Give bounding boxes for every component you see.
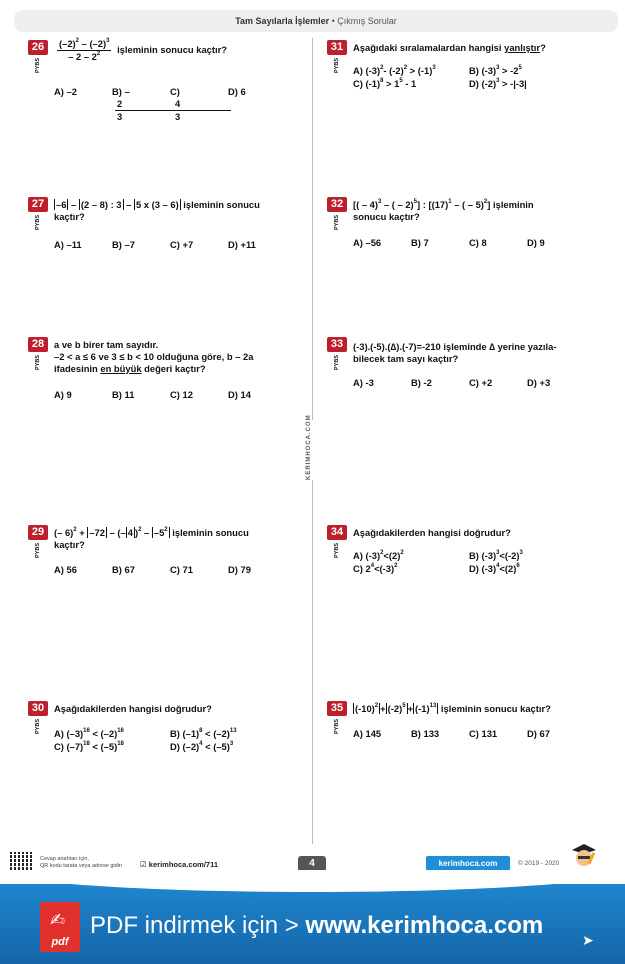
page-number: 4 [298, 856, 326, 872]
pybs-tag: PYBS [334, 58, 340, 73]
option-b[interactable]: B) 11 [112, 389, 135, 400]
question-number: 34 [327, 525, 347, 540]
option-a[interactable]: A) -3 [353, 377, 374, 388]
qr-instructions: Cevap anahtarı için, QR kodu tarata veya adrese gidin [40, 856, 122, 869]
option-c[interactable]: C) $(-1)^8 > 1^5 - 1$ [353, 78, 417, 89]
option-a[interactable]: A) 9 [54, 389, 72, 400]
option-b[interactable]: B) 67 [112, 564, 135, 575]
question-number: 35 [327, 701, 347, 716]
header-separator: • [329, 16, 338, 26]
option-b[interactable]: B) $(-3)^3 > -2^5$ [469, 65, 522, 76]
option-b[interactable]: B) 7 [411, 237, 429, 248]
option-a[interactable]: A) 145 [353, 728, 382, 739]
question-30 [28, 701, 318, 761]
option-c[interactable]: C) +7 [170, 239, 194, 250]
option-b[interactable]: B) $(-1)^8 < (-2)^{13}$ [170, 728, 237, 739]
answer-options [353, 550, 593, 575]
pdf-icon: ✍ pdf [40, 902, 80, 952]
question-stem: $\frac{(-2)^2 - (-2)^3}{- 2 - 2^2}$ işleminin sonucu kaçtır? [59, 38, 228, 62]
option-c[interactable]: C) $2^4<(-3)^2$ [353, 563, 398, 574]
vertical-brand: KERİMHOCA.COM [306, 420, 320, 480]
option-b[interactable]: B) -2 [411, 377, 432, 388]
option-a[interactable]: A) –11 [54, 239, 82, 250]
answer-options [54, 86, 286, 123]
answer-options [353, 377, 585, 389]
question-number: 29 [28, 525, 48, 540]
pybs-tag: PYBS [334, 543, 340, 558]
option-d[interactable]: D) 67 [527, 728, 550, 739]
option-c[interactable]: C) 8 [469, 237, 487, 248]
question-stem: Aşağıdakilerden hangisi doğrudur? [353, 527, 511, 538]
option-c[interactable]: C) 12 [170, 389, 193, 400]
option-c[interactable]: C) 131 [469, 728, 498, 739]
option-b[interactable]: B) $-\frac{2}{3}$ [112, 86, 170, 123]
pybs-tag: PYBS [35, 215, 41, 230]
answer-options [353, 237, 585, 249]
option-d[interactable]: D) 79 [228, 564, 251, 575]
option-c[interactable]: C) 71 [170, 564, 193, 575]
pybs-tag: PYBS [334, 355, 340, 370]
header-title: Tam Sayılarla İşlemler [235, 16, 330, 26]
pybs-tag: PYBS [35, 355, 41, 370]
fraction: $\frac{(-2)^2 - (-2)^3}{- 2 - 2^2}$ [59, 38, 110, 62]
question-stem: a ve b birer tam sayıdır. –2 < a ≤ 6 ve 3 ≤ b < 10 olduğuna göre, b – 2a ifadesinin en büyük değeri kaçtır? [54, 339, 254, 374]
option-a[interactable]: A) –56 [353, 237, 382, 248]
question-stem: (-3).(-5).(∆).(-7)=-210 işleminde ∆ yerine yazıla- bilecek tam sayı kaçtır? [353, 341, 557, 364]
question-number: 33 [327, 337, 347, 352]
option-a[interactable]: A) 56 [54, 564, 77, 575]
option-d[interactable]: D) 6 [228, 86, 246, 97]
option-a[interactable]: A) $(-3)^{16} < (-2)^{16}$ [54, 728, 124, 739]
download-banner[interactable] [0, 884, 625, 964]
option-c[interactable]: $C)\frac{4}{3}$ [170, 86, 228, 123]
question-stem: (– 6)$^2$ + –72 – (– 4 )$^2 - -5^2$ işleminin sonucu kaçtır? [54, 527, 249, 550]
banner-text[interactable]: PDF indirmek için > www.kerimhoca.com [90, 912, 544, 939]
option-d[interactable]: D) $(-2)^4 < (-5)^3$ [170, 741, 234, 752]
option-a[interactable]: A) –2 [54, 86, 77, 97]
pybs-tag: PYBS [334, 215, 340, 230]
option-d[interactable]: D) 14 [228, 389, 251, 400]
question-33 [327, 337, 617, 397]
question-stem: –6 – (2 – 8) : 3 – 5 x (3 – 6) işleminin sonucu kaçtır? [54, 199, 260, 222]
option-a[interactable]: A) $(-3)^2<(2)^2$ [353, 550, 404, 561]
question-28 [28, 337, 318, 407]
pybs-tag: PYBS [35, 719, 41, 734]
option-d[interactable]: D) +3 [527, 377, 551, 388]
answer-key-link[interactable]: ☑ kerimhoca.com/711 [140, 860, 219, 869]
option-b[interactable]: B) 133 [411, 728, 440, 739]
answer-options [54, 389, 286, 401]
question-stem: $(-10)^2 + (-2)^5 + (-1)^{13}$ işleminin sonucu kaçtır? [355, 703, 551, 714]
question-stem: Aşağıdaki sıralamalardan hangisi yanlıştır? [353, 42, 546, 53]
option-c[interactable]: C) +2 [469, 377, 493, 388]
pybs-tag: PYBS [35, 543, 41, 558]
footer-brand-link[interactable]: kerimhoca.com [426, 856, 510, 872]
question-32 [327, 197, 617, 267]
question-31 [327, 40, 617, 100]
answer-options [353, 728, 585, 740]
option-a[interactable]: A) $(-3)^2-$ $(-2)^2 > (-1)^3$ [353, 65, 436, 76]
question-number: 32 [327, 197, 347, 212]
option-b[interactable]: B) –7 [112, 239, 135, 250]
question-number: 27 [28, 197, 48, 212]
option-d[interactable]: D) +11 [228, 239, 256, 250]
question-number: 28 [28, 337, 48, 352]
answer-options [54, 728, 294, 753]
option-c[interactable]: C) $(-7)^{18} < (-5)^{18}$ [54, 741, 124, 752]
question-number: 31 [327, 40, 347, 55]
option-b[interactable]: B) $(-3)^3<(-2)^3$ [469, 550, 523, 561]
question-number: 30 [28, 701, 48, 716]
question-34 [327, 525, 617, 585]
pybs-tag: PYBS [35, 58, 41, 73]
cursor-icon: ➤ [582, 932, 594, 948]
question-35 [327, 701, 617, 751]
copyright: © 2019 - 2020 [518, 860, 560, 867]
answer-options [54, 239, 286, 251]
question-stem: [( – 4)$^3$ – ( – 2)$^5$] : [$(17)^1$ – ( – 5)$^2$] işleminin sonucu kaçtır? [353, 199, 534, 222]
option-d[interactable]: D) $(-3)^4<(2)^6$ [469, 563, 520, 574]
answer-options [54, 564, 286, 576]
question-26 [28, 40, 318, 140]
question-number: 26 [28, 40, 48, 55]
answer-options [353, 65, 593, 90]
question-27 [28, 197, 318, 267]
option-d[interactable]: D) 9 [527, 237, 545, 248]
page-header [14, 10, 618, 32]
header-subtitle: Çıkmış Sorular [337, 16, 397, 26]
pybs-tag: PYBS [334, 719, 340, 734]
question-stem: Aşağıdakilerden hangisi doğrudur? [54, 703, 212, 714]
question-29 [28, 525, 318, 585]
option-d[interactable]: D) $(-2)^3 > -|-3|$ [469, 78, 527, 89]
